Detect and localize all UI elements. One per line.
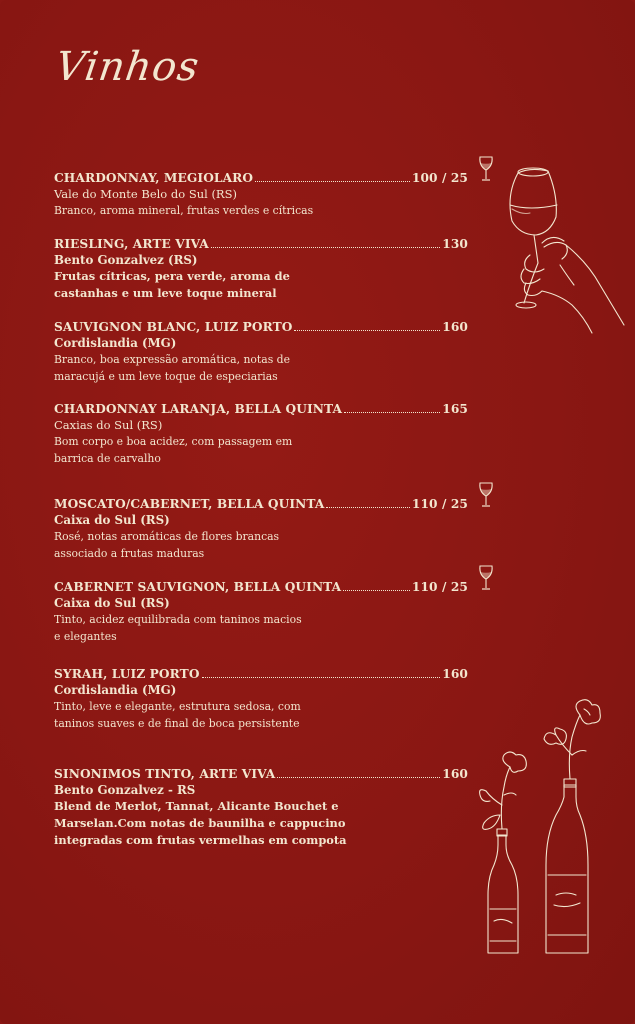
wine-name: SAUVIGNON BLANC, LUIZ PORTO [54, 320, 293, 334]
wine-item-sinonimos-tinto [54, 752, 494, 849]
wine-price: 160 [442, 667, 468, 681]
wine-description-line: castanhas e um leve toque mineral [54, 286, 277, 300]
wine-item-cabernet-sauvignon [54, 565, 494, 645]
wine-description-line: integradas com frutas vermelhas em compota [54, 833, 347, 847]
dot-leader [277, 777, 440, 778]
dot-leader [326, 507, 409, 508]
wine-name: RIESLING, ARTE VIVA [54, 237, 209, 251]
wine-description-line: e elegantes [54, 630, 117, 643]
dot-leader [202, 677, 441, 678]
dot-leader [343, 590, 410, 591]
wine-glass-icon [478, 482, 494, 508]
wine-description-line: Frutas cítricas, pera verde, aroma de [54, 269, 290, 283]
hand-holding-glass-illustration [500, 165, 630, 335]
wine-name: CHARDONNAY LARANJA, BELLA QUINTA [54, 402, 343, 416]
wine-description-line: Tinto, acidez equilibrada com taninos macios [54, 613, 302, 626]
wine-origin: Bento Gonzalvez - RS [54, 783, 196, 797]
wine-name: SYRAH, LUIZ PORTO [54, 667, 200, 681]
wine-origin: Vale do Monte Belo do Sul (RS) [54, 187, 237, 201]
dot-leader [294, 330, 440, 331]
wine-name: SINONIMOS TINTO, ARTE VIVA [54, 767, 276, 781]
page-title: Vinhos [52, 44, 203, 90]
wine-name: CABERNET SAUVIGNON, BELLA QUINTA [54, 580, 342, 594]
wine-price: 160 [442, 767, 468, 781]
wine-name: MOSCATO/CABERNET, BELLA QUINTA [54, 497, 325, 511]
wine-origin: Caixa do Sul (RS) [54, 596, 170, 610]
wine-description-line: maracujá e um leve toque de especiarias [54, 370, 278, 383]
wine-description-line: barrica de carvalho [54, 452, 161, 465]
dot-leader [344, 412, 440, 413]
wine-description-line: taninos suaves e de final de boca persistente [54, 717, 300, 730]
wine-item-moscato-cabernet [54, 482, 494, 562]
wine-item-syrah-luiz-porto [54, 652, 494, 732]
wine-price: 160 [442, 320, 468, 334]
wine-description: Branco, aroma mineral, frutas verdes e cítricas [54, 204, 314, 217]
wine-description-line: associado a frutas maduras [54, 547, 205, 560]
wine-item-riesling-arte-viva [54, 222, 494, 302]
dot-leader [255, 181, 410, 182]
wine-price: 130 [442, 237, 468, 251]
wine-origin: Cordislandia (MG) [54, 683, 177, 697]
wine-origin: Cordislandia (MG) [54, 336, 177, 350]
wine-origin: Caxias do Sul (RS) [54, 418, 163, 432]
wine-origin: Caixa do Sul (RS) [54, 513, 170, 527]
wine-description-line: Tinto, leve e elegante, estrutura sedosa, com [54, 700, 301, 713]
wine-name: CHARDONNAY, MEGIOLARO [54, 171, 254, 185]
wine-description-line: Rosé, notas aromáticas de flores brancas [54, 530, 280, 543]
wine-glass-icon [478, 565, 494, 591]
wine-description-line: Blend de Merlot, Tannat, Alicante Bouchet e [54, 799, 339, 813]
dot-leader [211, 247, 440, 248]
wine-item-chardonnay-laranja [54, 387, 494, 467]
wine-description-line: Branco, boa expressão aromática, notas de [54, 353, 290, 366]
wine-item-chardonnay-megiolaro [54, 156, 494, 219]
wine-price: 110 / 25 [411, 497, 468, 511]
wine-description-line: Marselan.Com notas de baunilha e cappucino [54, 816, 346, 830]
wine-price: 165 [442, 402, 468, 416]
wine-glass-icon [478, 156, 494, 182]
wine-price: 100 / 25 [411, 171, 468, 185]
wine-price: 110 / 25 [411, 580, 468, 594]
wine-item-sauvignon-blanc-luiz-porto [54, 305, 494, 385]
wine-origin: Bento Gonzalvez (RS) [54, 253, 198, 267]
wine-description-line: Bom corpo e boa acidez, com passagem em [54, 435, 293, 448]
bottles-with-flowers-illustration [476, 695, 611, 965]
